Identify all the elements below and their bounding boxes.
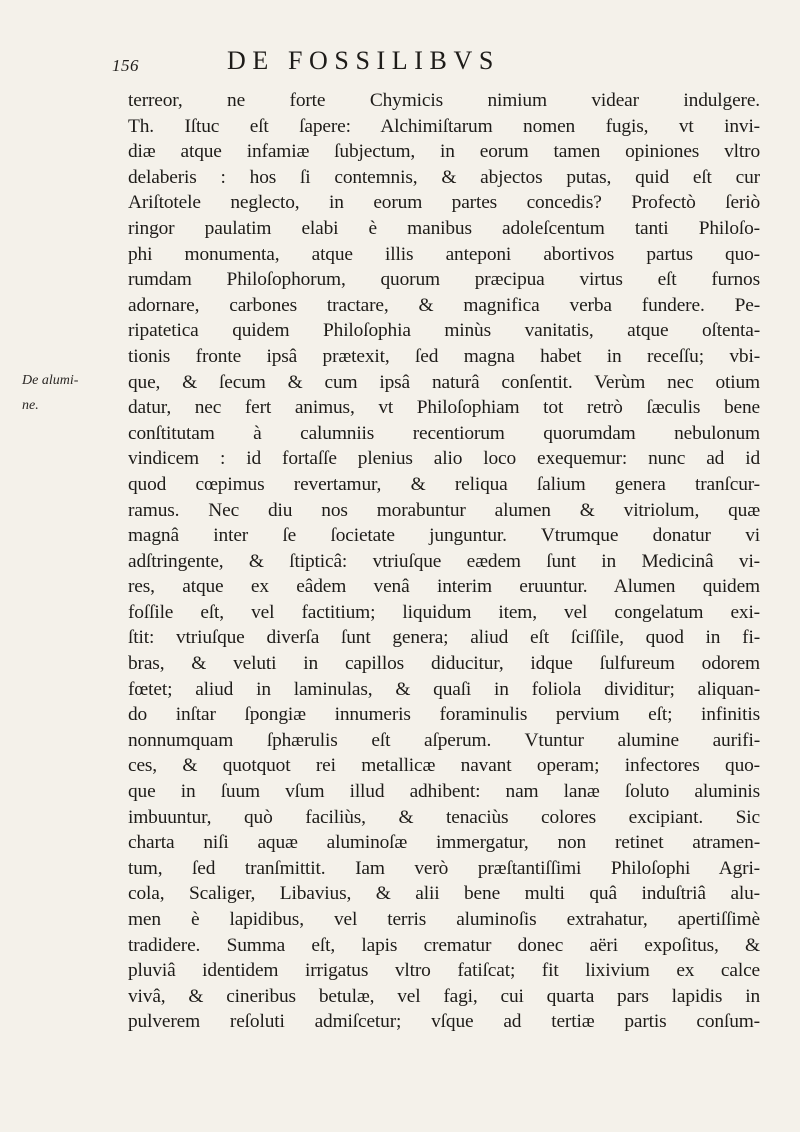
text-line: fœtet; aliud in laminulas, & quaſi in foliola dividitur; aliquan- [128, 678, 760, 700]
text-line: rumdam Philoſophorum, quorum præcipua virtus eſt furnos [128, 269, 760, 291]
text-line: adornare, carbones tractare, & magnifica verba fundere. Pe- [128, 294, 760, 316]
text-line: ramus. Nec diu nos morabuntur alumen & vitriolum, quæ [128, 499, 760, 521]
text-line: do inſtar ſpongiæ innumeris foraminulis pervium eſt; infinitis [128, 704, 760, 726]
page-header [112, 46, 752, 86]
text-line: delaberis : hos ſi contemnis, & abjectos putas, quid eſt cur [128, 166, 760, 188]
text-line: diæ atque infamiæ ſubjectum, in eorum tamen opiniones vltro [128, 141, 760, 163]
text-line: nonnumquam ſphærulis eſt aſperum. Vtuntur alumine aurifi- [128, 729, 760, 751]
text-line: ringor paulatim elabi è manibus adoleſcentum tanti Philoſo- [128, 217, 760, 239]
body-text [128, 88, 760, 1035]
text-line: pluviâ identidem irrigatus vltro fatiſcat; fit lixivium ex calce [128, 960, 760, 982]
text-line: men è lapidibus, vel terris aluminoſis extrahatur, apertiſſimè [128, 909, 760, 930]
text-line: tum, ſed tranſmittit. Iam verò præſtantiſſimi Philoſophi Agri- [128, 857, 760, 879]
margin-note-line: De alumi- [22, 373, 79, 388]
text-line: magnâ inter ſe ſocietate junguntur. Vtrumque donatur vi [128, 525, 760, 547]
text-line: cola, Scaliger, Libavius, & alii bene multi quâ induſtriâ alu- [128, 883, 760, 905]
text-line: datur, nec fert animus, vt Philoſophiam tot retrò ſæculis bene [128, 397, 760, 419]
margin-note [22, 368, 112, 418]
text-line: ripatetica quidem Philoſophia minùs vanitatis, atque oſtenta- [128, 320, 760, 342]
text-line: bras, & veluti in capillos diducitur, idque ſulfureum odorem [128, 653, 760, 675]
text-line: pulverem reſoluti admiſcetur; vſque ad tertiæ partis conſum- [128, 1011, 760, 1033]
text-line: Th. Iſtuc eſt ſapere: Alchimiſtarum nomen fugis, vt invi- [128, 115, 760, 137]
text-line: phi monumenta, atque illis anteponi abortivos partus quo- [128, 243, 760, 265]
text-line: que in ſuum vſum illud adhibent: nam lanæ ſoluto aluminis [128, 781, 760, 803]
text-line: ſtit: vtriuſque diverſa ſunt genera; aliud eſt ſciſſile, quod in fi- [128, 627, 760, 649]
text-line: Ariſtotele neglecto, in eorum partes concedis? Profectò ſeriò [128, 192, 760, 214]
text-line: quod cœpimus revertamur, & reliqua ſalium genera tranſcur- [128, 473, 760, 495]
text-line: foſſile eſt, vel factitium; liquidum item, vel congelatum exi- [128, 601, 760, 623]
text-line: tradidere. Summa eſt, lapis crematur donec aëri expoſitus, & [128, 934, 760, 956]
text-line: res, atque ex eâdem venâ interim eruuntur. Alumen quidem [128, 576, 760, 598]
text-line: charta niſi aquæ aluminoſæ immergatur, non retinet atramen- [128, 832, 760, 854]
text-line: que, & ſecum & cum ipsâ naturâ conſentit. Verùm nec otium [128, 371, 760, 393]
margin-note-line: ne. [22, 398, 39, 413]
page-number: 156 [112, 56, 139, 75]
text-line: ces, & quotquot rei metallicæ navant operam; infectores quo- [128, 755, 760, 777]
text-line: terreor, ne forte Chymicis nimium videar indulgere. [128, 90, 760, 111]
text-line: tionis fronte ipsâ prætexit, ſed magna habet in receſſu; vbi- [128, 345, 760, 367]
running-title: DE FOSSILIBVS [227, 46, 500, 75]
text-line: adſtringente, & ſtipticâ: vtriuſque eædem ſunt in Medicinâ vi- [128, 550, 760, 572]
text-line: vivâ, & cineribus betulæ, vel fagi, cui quarta pars lapidis in [128, 985, 760, 1007]
text-line: imbuuntur, quò faciliùs, & tenaciùs colores excipiant. Sic [128, 806, 760, 828]
text-line: conſtitutam à calumniis recentiorum quorumdam nebulonum [128, 422, 760, 444]
text-line: vindicem : id fortaſſe plenius alio loco exequemur: nunc ad id [128, 448, 760, 470]
